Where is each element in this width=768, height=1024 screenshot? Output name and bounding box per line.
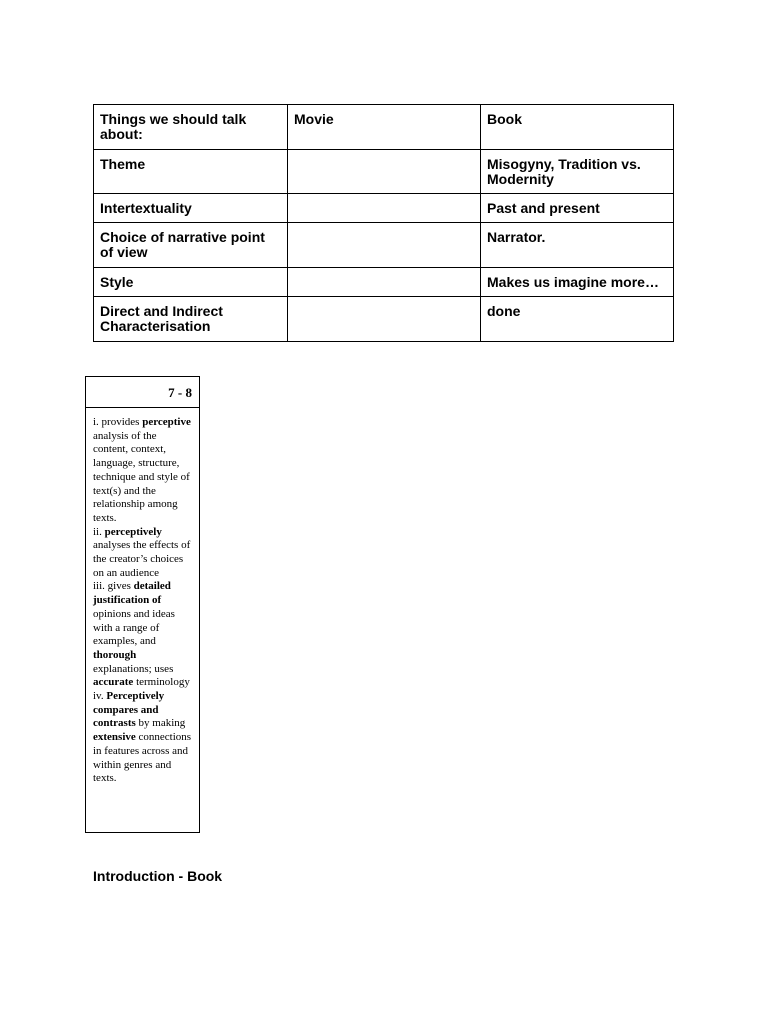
criterion-iii-keyword: detailed justification of — [93, 580, 171, 607]
header-topics: Things we should talk about: — [94, 105, 288, 150]
comparison-table — [93, 104, 674, 342]
section-heading: Introduction - Book — [93, 868, 223, 884]
criterion-iii-text: iii. gives — [93, 580, 134, 593]
header-book: Book — [481, 105, 674, 150]
criterion-ii-text: analyses the effects of the creator’s choices on an audience — [93, 539, 191, 579]
criterion-iv-keyword: Perceptively compares and contrasts — [93, 690, 165, 730]
row-topic: Choice of narrative point of view — [94, 223, 288, 268]
criterion-ii-keyword: perceptively — [104, 525, 162, 538]
criterion-iv-text: connections in features across and within genres and texts. — [93, 731, 192, 785]
row-book: Past and present — [481, 194, 674, 223]
row-topic: Intertextuality — [94, 194, 288, 223]
row-topic: Direct and Indirect Characterisation — [94, 297, 288, 342]
criterion-iii-text: terminology — [133, 676, 190, 689]
criterion-iv-text: by making — [135, 717, 186, 730]
table-row — [94, 297, 674, 342]
table-row — [94, 194, 674, 223]
rubric-band: 7 - 8 — [86, 377, 199, 408]
criterion-i-text: i. provides — [93, 416, 143, 428]
criterion-ii-text: ii. — [93, 525, 105, 538]
row-movie — [288, 150, 481, 194]
rubric-criteria — [86, 408, 199, 786]
header-movie: Movie — [288, 105, 481, 150]
row-movie — [288, 194, 481, 223]
table-row — [94, 268, 674, 297]
row-movie — [288, 297, 481, 342]
row-movie — [288, 268, 481, 297]
criterion-iv-text: iv. — [93, 690, 107, 703]
criterion-i-keyword: perceptive — [142, 416, 191, 428]
row-book: Makes us imagine more… — [481, 268, 674, 297]
criterion-i-text: analysis of the content, context, language, structure, technique and style of text(s) and the relationship among texts. — [93, 429, 190, 524]
table-header-row — [94, 105, 674, 150]
criterion-iii-text: opinions and ideas with a range of examples, and — [93, 607, 175, 648]
row-book: done — [481, 297, 674, 342]
criterion-iii-keyword: accurate — [93, 676, 134, 689]
table-row — [94, 223, 674, 268]
criterion-iii-keyword: thorough — [93, 648, 137, 661]
criterion-iv-keyword: extensive — [93, 731, 136, 744]
table-row — [94, 150, 674, 194]
row-topic: Theme — [94, 150, 288, 194]
criterion-iii-text: explanations; uses — [93, 662, 174, 675]
rubric-box — [85, 376, 200, 833]
row-book: Narrator. — [481, 223, 674, 268]
row-movie — [288, 223, 481, 268]
row-book: Misogyny, Tradition vs. Modernity — [481, 150, 674, 194]
row-topic: Style — [94, 268, 288, 297]
